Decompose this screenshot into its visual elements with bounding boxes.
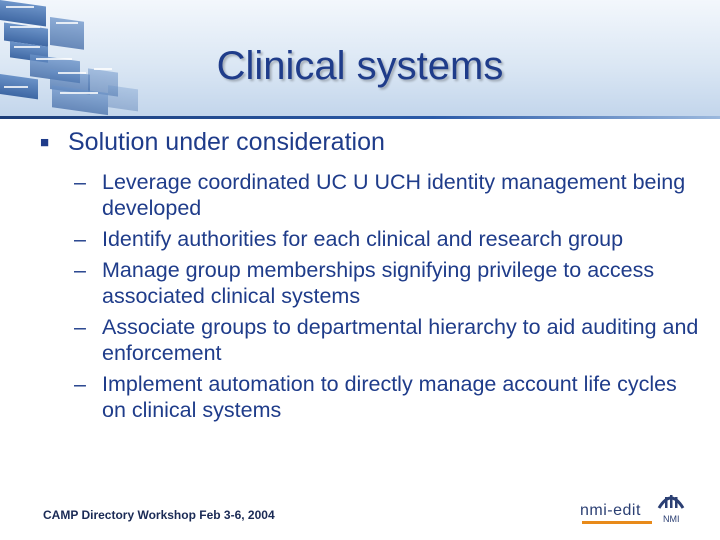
dash-bullet: – (74, 315, 86, 339)
list-item (74, 169, 700, 221)
architecture-stack-graphic (0, 0, 160, 118)
list-item (74, 226, 700, 252)
dash-bullet: – (74, 258, 86, 282)
slide-footer: CAMP Directory Workshop Feb 3-6, 2004 (43, 508, 275, 522)
main-bullet-text: Solution under consideration (68, 128, 385, 156)
logo-underline (582, 521, 652, 524)
square-bullet-icon: ■ (40, 134, 50, 151)
header-divider (0, 116, 720, 119)
dash-bullet: – (74, 227, 86, 251)
list-item-text: Leverage coordinated UC U UCH identity management being developed (102, 170, 686, 220)
nmi-arch-icon (656, 488, 686, 512)
list-item-text: Associate groups to departmental hierarchy to aid auditing and enforcement (102, 315, 699, 365)
logo-subtext: NMI (663, 514, 680, 524)
list-item (74, 371, 700, 423)
list-item-text: Implement automation to directly manage account life cycles on clinical systems (102, 372, 677, 422)
list-item-text: Identify authorities for each clinical and research group (102, 227, 624, 251)
dash-bullet: – (74, 170, 86, 194)
slide-header (0, 0, 720, 118)
main-bullet (40, 128, 700, 157)
logo-text: nmi-edit (580, 502, 641, 519)
slide-title: Clinical systems (216, 44, 504, 88)
dash-bullet: – (74, 372, 86, 396)
nmi-edit-logo (580, 488, 688, 528)
list-item (74, 257, 700, 309)
slide-body (40, 128, 700, 428)
list-item (74, 314, 700, 366)
list-item-text: Manage group memberships signifying privilege to access associated clinical systems (102, 258, 655, 308)
sub-bullet-list (74, 169, 700, 423)
